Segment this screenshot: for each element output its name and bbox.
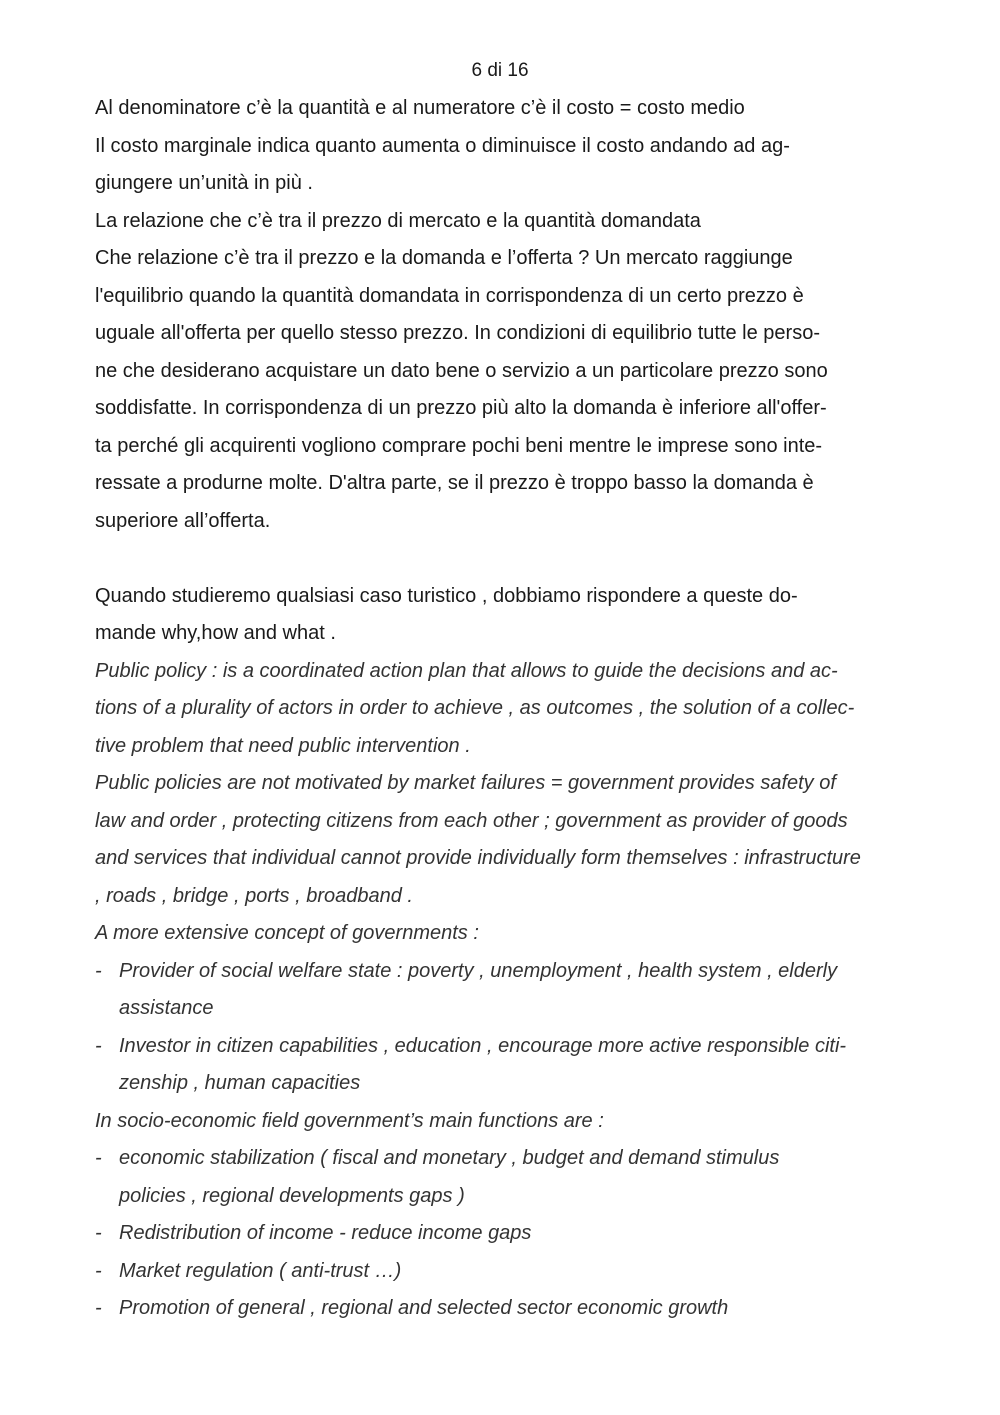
text-line: l'equilibrio quando la quantità domandata in corrispondenza di un certo prezzo è <box>95 284 804 307</box>
dash-bullet: - <box>95 1147 102 1169</box>
text-line: tions of a plurality of actors in order to achieve , as outcomes , the solution of a collec- <box>95 697 855 719</box>
dash-bullet: - <box>95 1259 102 1282</box>
text-line: uguale all'offerta per quello stesso prezzo. In condizioni di equilibrio tutte le perso- <box>95 322 820 344</box>
text-line: Che relazione c’è tra il prezzo e la domanda e l’offerta ? Un mercato raggiunge <box>95 247 793 269</box>
list-item <box>95 1253 910 1291</box>
text-line: soddisfatte. In corrispondenza di un prezzo più alto la domanda è inferiore all'offer- <box>95 397 827 419</box>
page-number: 6 di 16 <box>471 60 529 81</box>
list-item <box>95 1290 910 1328</box>
text-line: Redistribution of income - reduce income gaps <box>119 1222 532 1244</box>
text-line: giungere un’unità in più . <box>95 172 313 194</box>
text-line: superiore all’offerta. <box>95 509 271 532</box>
text-line: Promotion of general , regional and selected sector economic growth <box>119 1297 729 1319</box>
list-item <box>95 1028 910 1103</box>
text-line: mande why,how and what . <box>95 622 336 644</box>
section-heading: In socio-economic field government’s main functions are : <box>95 1109 604 1132</box>
text-line: Quando studieremo qualsiasi caso turistico , dobbiamo rispondere a queste do- <box>95 584 798 607</box>
text-line: Public policy : is a coordinated action plan that allows to guide the decisions and ac- <box>95 659 838 682</box>
text-line: ta perché gli acquirenti vogliono comprare pochi beni mentre le imprese sono inte- <box>95 434 823 457</box>
dash-bullet: - <box>95 1297 102 1319</box>
text-line: Il costo marginale indica quanto aumenta o diminuisce il costo andando ad ag- <box>95 134 790 157</box>
text-line: assistance <box>119 997 214 1019</box>
text-line: tive problem that need public intervention . <box>95 734 471 757</box>
text-line: economic stabilization ( fiscal and monetary , budget and demand stimulus <box>119 1147 780 1169</box>
list-item <box>95 1215 910 1253</box>
italian-paragraph <box>95 90 910 540</box>
text-line: and services that individual cannot provide individually form themselves : infrastructure <box>95 847 861 869</box>
case-paragraph <box>95 578 910 653</box>
list-item <box>95 1140 910 1215</box>
public-policy-section <box>95 653 910 1328</box>
text-line: A more extensive concept of governments : <box>95 922 479 944</box>
dash-bullet: - <box>95 1034 102 1057</box>
text-line: policies , regional developments gaps ) <box>119 1184 465 1207</box>
dash-bullet: - <box>95 959 102 982</box>
paragraph-spacer <box>95 540 910 578</box>
text-line: zenship , human capacities <box>119 1072 361 1094</box>
text-line: Investor in citizen capabilities , education , encourage more active responsible citi- <box>119 1034 847 1057</box>
text-line: , roads , bridge , ports , broadband . <box>95 884 413 907</box>
document-body <box>95 90 910 1328</box>
text-line: La relazione che c’è tra il prezzo di mercato e la quantità domandata <box>95 209 701 232</box>
text-line: ressate a produrne molte. D'altra parte, se il prezzo è troppo basso la domanda è <box>95 472 814 494</box>
text-line: Provider of social welfare state : poverty , unemployment , health system , elderly <box>119 959 838 982</box>
text-line: ne che desiderano acquistare un dato bene o servizio a un particolare prezzo sono <box>95 359 828 382</box>
list-item <box>95 953 910 1028</box>
text-line: law and order , protecting citizens from each other ; government as provider of goods <box>95 809 848 832</box>
text-line: Public policies are not motivated by market failures = government provides safety of <box>95 772 836 794</box>
text-line: Al denominatore c’è la quantità e al numeratore c’è il costo = costo medio <box>95 97 745 119</box>
dash-bullet: - <box>95 1222 102 1244</box>
text-line: Market regulation ( anti-trust …) <box>119 1259 402 1282</box>
